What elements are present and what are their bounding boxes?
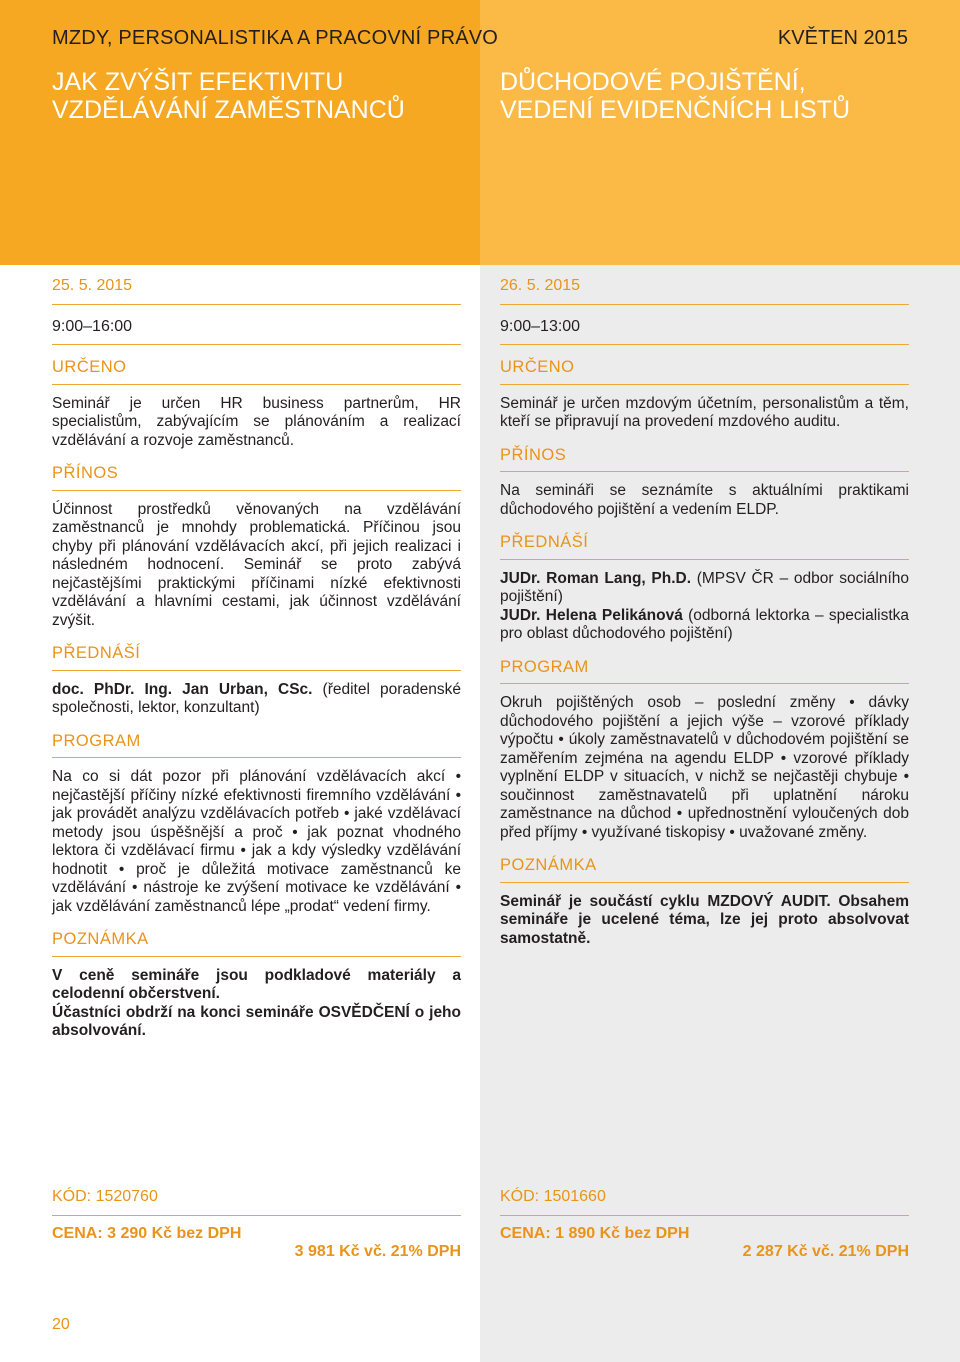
section-header: MZDY, PERSONALISTIKA A PRACOVNÍ PRÁVO	[52, 27, 499, 49]
lecturer-1	[500, 570, 909, 607]
program-heading: PROGRAM	[52, 732, 461, 759]
prednasi-heading: PŘEDNÁŠÍ	[52, 644, 461, 671]
poznamka-heading: POZNÁMKA	[52, 930, 461, 957]
right-course-code: KÓD: 1501660	[500, 1188, 909, 1216]
issue-month: KVĚTEN 2015	[777, 27, 908, 49]
program-text: Na co si dát pozor při plánování vzdělávacích akcí • nejčastější příčiny nízké efektivnosti firemního vzdělávání • jak provádět analýzu vzdělávacích potřeb • jaké vzdělávací metody jsou úspěšnější a proč • jak poznat vhodného lektora či vzdělávací firmu • jak a kdy výsledky vzdělávání hodnotit • proč je důležitá motivace zaměstnanců ke vzdělávání • nástroje ke zvýšení motivace ke vzdělávání • jak vzdělávání zaměstnanců lépe „prodat“ vedení firmy.	[52, 768, 461, 915]
poznamka-text: V ceně semináře jsou podkladové materiály a celodenní občerstvení.	[52, 966, 461, 1002]
urceno-text: Seminář je určen mzdovým účetním, personalistům a těm, kteří se připravují na provedení mzdového auditu.	[500, 394, 909, 430]
seminar-date: 26. 5. 2015	[500, 277, 909, 305]
price-without-vat: CENA: 3 290 Kč bez DPH	[52, 1225, 242, 1242]
lecturer-name: doc. PhDr. Ing. Jan Urban, CSc.	[52, 680, 313, 698]
lecturer-description: (odborná lektorka – specialistka pro oblast důchodového pojištění)	[500, 606, 910, 642]
prinos-heading: PŘÍNOS	[52, 464, 461, 491]
prednasi-heading: PŘEDNÁŠÍ	[500, 533, 909, 560]
seminar-date: 25. 5. 2015	[52, 277, 461, 305]
lecturer	[52, 681, 461, 718]
right-price	[500, 1225, 909, 1261]
program-heading: PROGRAM	[500, 658, 909, 685]
poznamka-text: Seminář je součástí cyklu MZDOVÝ AUDIT. Obsahem semináře je ucelené téma, lze jej proto absolvovat samostatně.	[500, 892, 909, 947]
program-text: Okruh pojištěných osob – poslední změny • dávky důchodového pojištění a jejich výše – vzorové příklady výpočtu • úkoly zaměstnavatelů v důchodovém pojištění se zaměřením zejména na agendu ELDP • vzorové příklady vyplnění ELDP v situacích, v nichž se nejčastěji chybuje • součinnost zaměstnavatelů při uplatnění nároku zaměstnance na důchod • upřednostnění vyloučených dob před příjmy • využívané tiskopisy • uvažované změny.	[500, 694, 909, 841]
poznamka-heading: POZNÁMKA	[500, 856, 909, 883]
price-without-vat: CENA: 1 890 Kč bez DPH	[500, 1225, 690, 1242]
prinos-text: Na semináři se seznámíte s aktuálními praktikami důchodového pojištění a vedením ELDP.	[500, 482, 909, 518]
poznamka-certificate: Účastníci obdrží na konci semináře OSVĚDČENÍ o jeho absolvování.	[52, 1003, 461, 1039]
left-course-code: KÓD: 1520760	[52, 1188, 461, 1216]
seminar-time: 9:00–16:00	[52, 318, 461, 346]
urceno-text: Seminář je určen HR business partnerům, HR specialistům, zabývajícím se plánováním a realizací vzdělávání a rozvoje zaměstnanců.	[52, 394, 461, 449]
left-price	[52, 1225, 461, 1261]
left-seminar-title: JAK ZVÝŠIT EFEKTIVITU VZDĚLÁVÁNÍ ZAMĚSTNANCŮ	[52, 68, 405, 124]
left-seminar-column	[52, 277, 461, 1055]
lecturer-name: JUDr. Helena Pelikánová	[500, 606, 683, 624]
price-with-vat: 2 287 Kč vč. 21% DPH	[742, 1243, 909, 1260]
prinos-heading: PŘÍNOS	[500, 446, 909, 473]
urceno-heading: URČENO	[500, 358, 909, 385]
lecturer-2	[500, 607, 909, 644]
lecturer-description: (ředitel poradenské společnosti, lektor, konzultant)	[52, 680, 461, 716]
urceno-heading: URČENO	[52, 358, 461, 385]
prinos-text: Účinnost prostředků věnovaných na vzdělávání zaměstnanců je mnohdy problematická. Příčinou jsou chyby při plánování vzdělávacích akcí, při jejich realizaci i následném hodnocení. Seminář se proto zabývá nejčastějšími praktickými příčinami nízké efektivnosti vzdělávání a hlavními cestami, jak účinnost vzdělávání zvýšit.	[52, 500, 461, 629]
price-with-vat: 3 981 Kč vč. 21% DPH	[294, 1243, 461, 1260]
seminar-time: 9:00–13:00	[500, 318, 909, 346]
lecturer-description: (MPSV ČR – odbor sociálního pojištění)	[500, 569, 909, 605]
right-seminar-title: DŮCHODOVÉ POJIŠTĚNÍ, VEDENÍ EVIDENČNÍCH LISTŮ	[500, 68, 851, 124]
right-seminar-column	[500, 277, 909, 962]
page-number: 20	[52, 1316, 70, 1333]
lecturer-name: JUDr. Roman Lang, Ph.D.	[500, 569, 692, 587]
